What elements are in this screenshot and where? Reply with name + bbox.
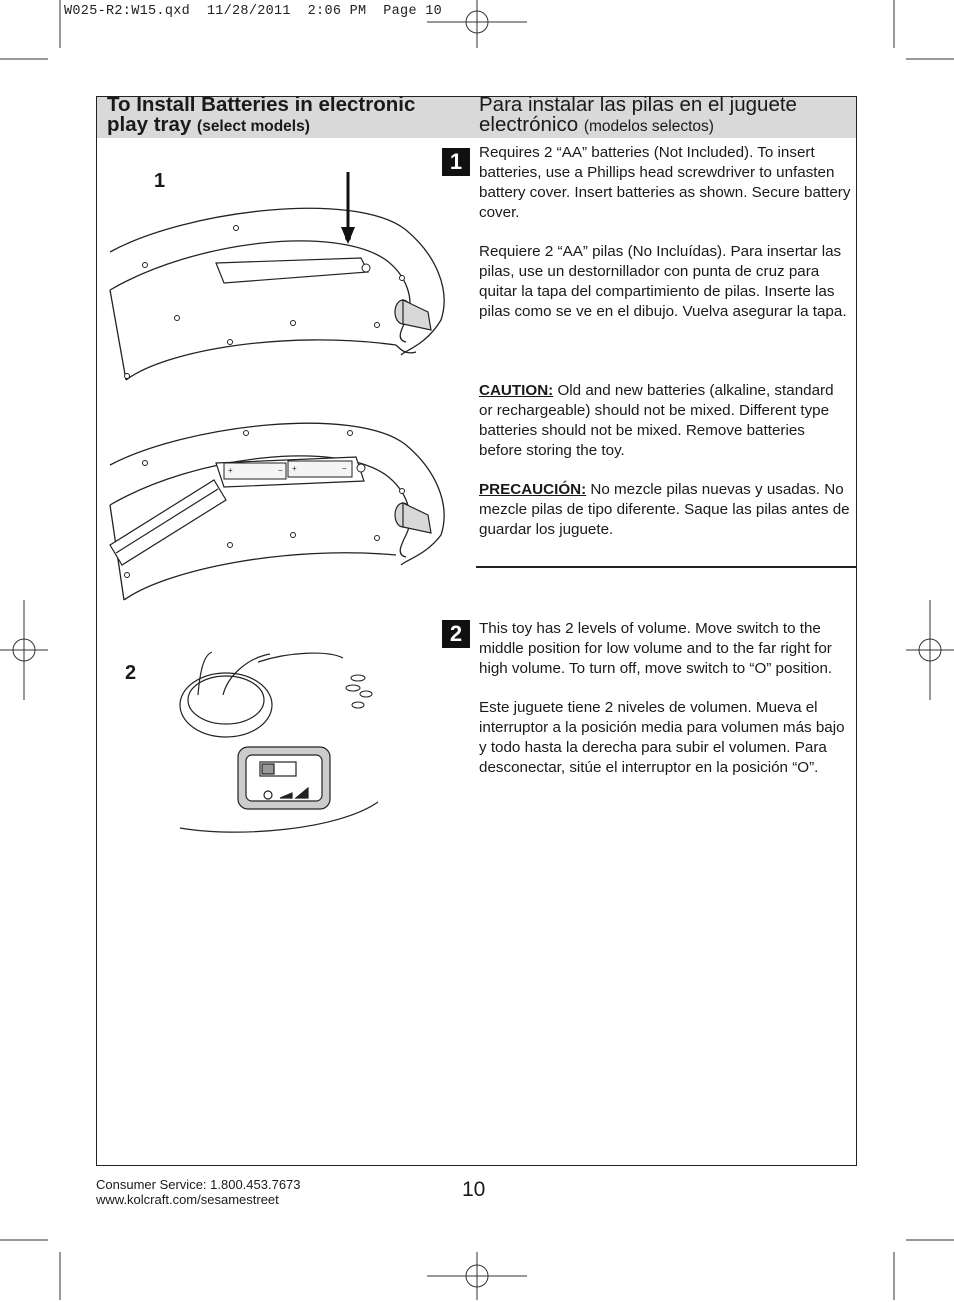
removed-cover: [110, 480, 226, 565]
svg-text:+: +: [228, 466, 233, 475]
caution-text: Old and new batteries (alkaline, standard or rechargeable) should not be mixed. Different type batteries should not be mixed. Remove batteries before storing the toy.: [479, 382, 834, 459]
svg-text:−: −: [342, 464, 347, 473]
footer-contact: [96, 1177, 301, 1207]
precaucion-text: No mezcle pilas nuevas y usadas. No mezcle pilas de tipo diferente. Saque las pilas antes de guardar los juguete.: [479, 481, 850, 538]
registration-mark-icon: [906, 600, 954, 700]
knob: [395, 300, 431, 330]
step-1-text: [479, 143, 851, 341]
tray-with-cover-illustration: [106, 170, 451, 400]
registration-mark-icon: [0, 600, 50, 700]
step-2-marker: 2: [442, 620, 470, 648]
title-es-sub: (modelos selectos): [583, 118, 714, 135]
precaucion-label: PRECAUCIÓN:: [479, 481, 587, 498]
step-2-es: Este juguete tiene 2 niveles de volumen. Mueva el interruptor a la posición media para volumen más bajo y todo hasta la derecha para subir el volumen. Para desconectar, sitúe el interruptor en la posición “O”.: [479, 699, 845, 776]
volume-switch-icon: [238, 747, 330, 809]
figure-2-label: 2: [125, 662, 137, 684]
title-es: Para instalar las pilas en el juguete electrónico: [479, 93, 797, 136]
section-divider: [476, 566, 857, 568]
caution-block: [479, 381, 851, 559]
website-link[interactable]: www.kolcraft.com/sesamestreet: [96, 1192, 279, 1207]
figure-1-label: 1: [154, 170, 166, 192]
file-slug: W025-R2:W15.qxd 11/28/2011 2:06 PM Page 10: [64, 4, 443, 19]
step-1-marker: 1: [442, 148, 470, 176]
battery-cover: [216, 258, 368, 283]
arrow-down-icon: [338, 172, 358, 252]
consumer-service: Consumer Service: 1.800.453.7673: [96, 1177, 301, 1192]
section-title-es: [479, 95, 849, 137]
caution-label: CAUTION:: [479, 382, 554, 399]
svg-text:+: +: [292, 464, 297, 473]
volume-switch-illustration: [178, 650, 388, 830]
step-2-text: [479, 619, 851, 797]
section-title-en: [107, 95, 457, 137]
registration-mark-icon: [427, 1252, 527, 1302]
title-en-sub: (select models): [197, 118, 310, 135]
title-en: To Install Batteries in electronic play tray: [107, 93, 416, 136]
step-1-es: Requiere 2 “AA” pilas (No Incluídas). Para insertar las pilas, use un destornillador con punta de cruz para quitar la tapa del compartimiento de pilas. Inserte las pilas como se ve en el dibujo. Vuelva asegurar la tapa.: [479, 243, 847, 320]
svg-text:−: −: [278, 466, 283, 475]
step-1-en: Requires 2 “AA” batteries (Not Included). To insert batteries, use a Phillips head screwdriver to unfasten battery cover. Insert batteries as shown. Secure battery cover.: [479, 144, 851, 221]
battery-icon: [224, 461, 352, 479]
step-2-en: This toy has 2 levels of volume. Move switch to the middle position for low volume and to the far right for high volume. To turn off, move switch to “O” position.: [479, 620, 833, 677]
speaker-holes: [346, 675, 372, 708]
tray-with-batteries-illustration: [106, 405, 451, 605]
page-number: 10: [462, 1178, 486, 1201]
